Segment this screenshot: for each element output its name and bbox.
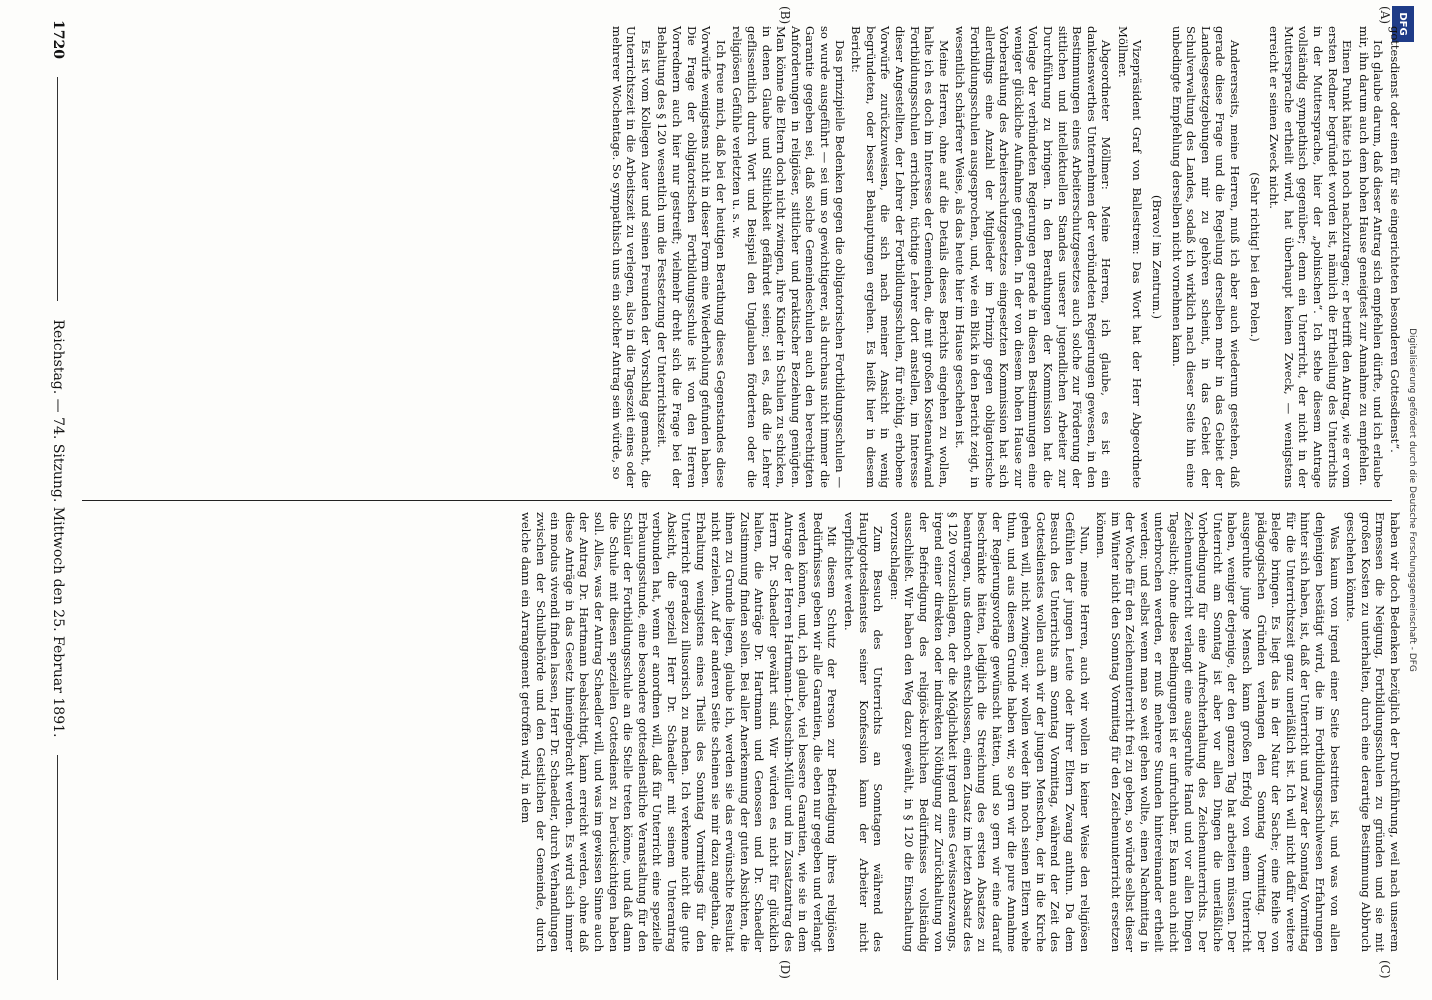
margin-marker-a: (A) — [1378, 6, 1392, 25]
left-text-column — [607, 26, 1402, 488]
paragraph: haben wir doch Bedenken bezüglich der Durchführung, weil nach unserem Ermessen die Neigung, Fortbildungsschulen zu gründen und sie mit großen Kosten zu unterhalten, durch eine derartige Bestimmung Abbruch geschehen könnte. — [1344, 512, 1402, 952]
margin-marker-c: (C) — [1378, 960, 1392, 979]
paragraph: Vizepräsident Graf von Ballestrem: Das Wort hat der Herr Abgeordnete Möllmer. — [1115, 26, 1145, 488]
paragraph: Zum Besuch des Unterrichts an Sonntagen während des Hauptgottesdienstes seiner Konfession kann der Arbeiter nicht verpflichtet werden. — [842, 512, 886, 952]
margin-marker-b: (B) — [778, 6, 792, 25]
paragraph: Abgeordneter Möllmer: Meine Herren, ich glaube, es ist ein dankenswerthes Unternehmen der verbündeten Regierungen gewesen, in den Bestimmungen eines Arbeiterschutzgesetzes auch solche zur Förderung der sittlichen und intellektuellen Standes unserer jugendlichen Arbeiter zur Durchführung zu bringen. In den Berathungen der Kommission hat die Vorlage der verbündeten Regierungen gerade in diesen Bestimmungen eine weniger glückliche Aufnahme gefunden. In der von diesem hohen Hause zur Vorberathung des Arbeiterschutzgesetzes eingesetzten Kommission hat sich allerdings eine Anzahl der Mitglieder im Prinzip gegen obligatorische Fortbildungsschulen ausgesprochen, und, wie ein Blick in den Bericht zeigt, in wesentlich schärferer Weise, als das heute hier im Hause geschehen ist. — [953, 26, 1114, 488]
digitization-text: Digitalisierung gefördert durch die Deutsche Forschungsgemeinschaft - DFG — [1407, 328, 1417, 672]
page-number: 1720 — [50, 20, 66, 59]
digitization-note — [1397, 0, 1417, 1000]
paragraph: Es ist vom Kollegen Auer und seinen Freunden der Vorschlag gemacht, die Unterrichtszeit in die Arbeitszeit zu verlegen, also in die Tageszeit eines oder mehrerer Wochentage. So sympathisch uns ein solcher Antrag sein würde, so — [609, 26, 653, 488]
paragraph: Nun, meine Herren, auch wir wollen in keiner Weise den religiösen Gefühlen der jungen Leute oder ihrer Eltern Zwang anthun. Da dem Besuch des Unterrichts am Sonntag Vormittag, während der Zeit des Gottesdienstes wollen auch wir der jungen Menschen, der in die Kirche gehen will, nicht zwingen; wir wollen weder ihn noch seinen Eltern wehe thun, und aus diesem Grunde haben wir, so gern wir die pure Annahme der Regierungsvorlage gewünscht hätten, und so gern wir eine darauf beschränkte hätten, lediglich die Streichung des ersten Absatzes zu beantragen, uns dennoch entschlossen, einen Zusatz im letzten Absatz des § 120 vorzuschlagen, der die Möglichkeit irgend eines Gewissenszwangs, irgend einer direkten oder indirekten Nöthigung zur Zurückhaltung von der Befriedigung des religiös-kirchlichen Bedürfnisses vollständig ausschließt. Wir haben den Weg dazu gewählt, in § 120 die Einschaltung vorzuschlagen: — [887, 512, 1092, 952]
header-rule — [58, 77, 59, 302]
session-title: Reichstag. — 74. Sitzung. Mittwoch den 25. Februar 1891. — [50, 319, 66, 738]
paragraph: gottesdienst oder einen für sie eingerichteten besonderen Gottesdienst“. — [1388, 26, 1402, 453]
right-text-column — [516, 512, 1402, 952]
paragraph: Mit diesem Schutz der Person zur Befriedigung ihres religiösen Bedürfnisses geben wir alle Garantien, die eben nur gegeben und verlangt werden können, und, ich glaube, viel bessere Garantien, wie sie in dem Antrage der Herren Hartmann-Lebuschin-Müller und im Zusatzantrag des Herrn Dr. Schaedler gewährt sind. Wir würden es nicht für glücklich halten, die Anträge Dr. Hartmann und Genossen und Dr. Schaedler Zustimmung finden sollen. Bei aller Anerkennung der guten Absichten, die ihnen zu Grunde liegen, glaube ich, werden sie das erwünschte Resultat nicht erzielen. Auf der anderen Seite scheinen sie mir dazu angethan, die Erhaltung wenigstens eines Theils des Sonntag Vormittags für den Unterricht geradezu illusorisch zu machen. Ich verkenne nicht die gute Absicht, die speziell Herr Dr. Schaedler mit seinem Unterantrag verbunden hat, wenn er anordnen will, daß für Unterricht eine spezielle Erbauungsstunde, eine besondere gottesdienstliche Veranstaltung für den Schüler der Fortbildungsschule an die Stelle treten könne, und daß dann die Schule mit diesen speziellen Gottesdienst zu berücksichtigen haben soll. Alles, was der Antrag Schaedler will, und was im gewissen Sinne auch der Antrag Dr. Hartmann beabsichtigt, kann erreicht werden, ohne daß diese Anträge in das Gesetz hineingebracht werden. Es wird sich immer ein modus vivendi finden lassen, Herr Dr. Schaedler, durch Verhandlungen zwischen der Schulbehörde und den Geistlichen der Gemeinde, durch welche dann ein Arrangement getroffen wird, in dem — [518, 512, 840, 952]
running-header — [44, 20, 72, 980]
paragraph: Andererseits, meine Herren, muß ich aber auch wiederum gestehen, daß gerade diese Frage und die Regelung derselben mehr in das Gebiet der Landesgesetzgebungen mir zu gehören scheint, in das Gebiet der Schulverwaltung des Landes, sodaß ich wirklich nach dieser Seite hin eine unbedingte Empfehlung derselben nicht vornehmen kann. — [1169, 26, 1243, 488]
paragraph: Ich glaube darum, daß dieser Antrag sich empfehlen dürfte, und ich erlaube mir, ihn darum auch dem hohen Hause geneigtest zur Annahme zu empfehlen. — [1356, 26, 1386, 488]
header-rule-right — [58, 755, 59, 980]
paragraph: Meine Herren, ohne auf die Details dieses Berichts eingehen zu wollen, halte ich es doch im Interesse der Gemeinden, die mit großen Kostenaufwand Fortbildungsschulen errichten, tüchtige Lehrer dort anstellen, im Interesse dieser Angestellten, der Lehrer der Fortbildungsschulen, für nöthig, erhobene Vorwürfe zurückzuweisen, die sich nach meiner Ansicht in wenig begründeten, oder besser Behauptungen ergehen. Es heißt hier in diesem Bericht: — [849, 26, 951, 488]
paragraph: Einen Punkt hätte ich noch nachzutragen; er betrifft den Antrag, wie er vom ersten Redner begründet worden ist, nämlich die Ertheilung des Unterrichts in der Muttersprache, hier der „polnischen“. Ich stehe diesem Antrage vollständig sympathisch gegenüber; denn ein Unterricht, der nicht in der Muttersprache ertheilt wird, hat überhaupt keinen Zweck, — wenigstens erreicht er seinen Zweck nicht. — [1267, 26, 1355, 488]
column-divider — [82, 500, 1392, 501]
paragraph: Das prinzipielle Bedenken gegen die obligatorischen Fortbildungsschulen — so wurde ausgeführt — sei um so gewichtigerer, als durchaus nicht immer die Garantie gegeben sei, daß solche Gemeindeschulen auch den berechtigten Anforderungen in religiöser, sittlicher und praktischer Beziehung genügten. Man könne die Eltern doch nicht zwingen, ihre Kinder in Schulen zu schicken, in denen Glaube und Sittlichkeit gefährdet seien; sei es, daß die Lehrer geflissentlich durch Wort und Beispiel den Unglauben förderten oder die religiösen Gefühle verletzten u. s. w. — [730, 26, 847, 488]
paragraph: Ich freue mich, daß bei der heutigen Berathung dieses Gegenstandes diese Vorwürfe wenigstens nicht in dieser Form eine Wiederholung gefunden haben. Die Frage der obligatorischen Fortbildungsschule ist von den Herren Vorrednern auch hier nur gestreift; vielmehr dreht sich die Frage bei der Behaltung des § 120 wesentlich um die Festsetzung der Unterrichtszeit. — [655, 26, 728, 488]
paragraph: Was kaum von irgend einer Seite bestritten ist, und was von allen denjenigen bestätigt wird, die im Fortbildungsschulwesen Erfahrungen hinter sich haben, ist, daß der Unterricht und zwar der Sonntag Vormittag für die Unterrichtszeit ganz unerläßlich ist. Ich will nicht dafür weitere Belege bringen. Es liegt das in der Natur der Sache; eine Reihe von pädagogischen Gründen verlangen den Sonntag Vormittag. Der ausgeruhte junge Mensch kann großen Erfolg von einem Unterricht haben, weniger derjenige, der den ganzen Tag hat arbeiten müssen. Der Unterricht am Sonntag ist aber vor allen Dingen die unerläßliche Vorbedingung für eine Aufrechterhaltung des Zeichenunterrichts. Der Zeichenunterricht verlangt eine ausgeruhte Hand und vor allen Dingen Tageslicht; ohne diese Bedingungen ist er unfruchtbar. Es kann auch nicht unterbrochen werden, er muß mehrere Stunden hintereinander ertheilt werden; und selbst wenn man so weit gehen wollte, einen Nachmittag in der Woche für den Zeichenunterricht frei zu geben, so würde selbst dieser im Winter nicht den Sonntag Vormittag für den Zeichenunterricht ersetzen können. — [1094, 512, 1342, 952]
margin-marker-d: (D) — [778, 960, 792, 979]
paragraph: (Sehr richtig! bei den Polen.) — [1247, 172, 1262, 342]
dfg-logo: DFG — [1392, 6, 1414, 42]
paragraph: (Bravo! im Zentrum.) — [1150, 194, 1165, 319]
